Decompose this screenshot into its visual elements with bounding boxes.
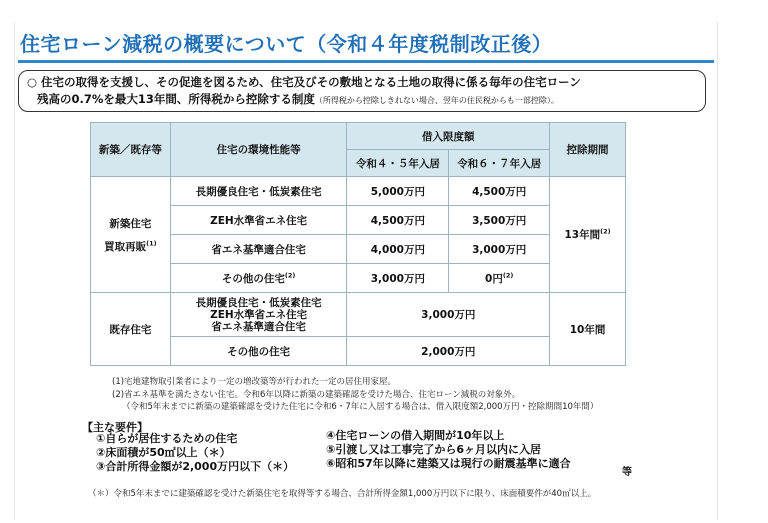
amount-cell: 3,000万円 (449, 235, 550, 264)
period-new-text: 13年間 (564, 229, 601, 241)
table-header-row-1 (91, 123, 626, 150)
summary-line-2-small: （所得税から控除しきれない場合、翌年の住民税からも一部控除）。 (314, 96, 559, 105)
amount-cell: 5,000万円 (347, 177, 449, 206)
header-period: 控除期間 (550, 123, 626, 177)
type-cell (170, 264, 347, 293)
summary-line-2-main: 残高の0.7%を最大13年間、所得税から控除する制度 (37, 92, 315, 106)
summary-line-2 (27, 91, 697, 109)
amount-cell: 4,000万円 (347, 235, 449, 264)
amount-zero-footnote: (2) (502, 271, 514, 279)
period-existing: 10年間 (550, 293, 626, 366)
amount-cell: 3,500万円 (449, 206, 550, 235)
footnote: （＊）令和5年末までに建築確認を受けた新築住宅を取得等する場合、合計所得金額1,000万円以下に限り、床面積要件が40㎡以上。 (88, 489, 597, 499)
page-title: 住宅ローン減税の概要について（令和４年度税制改正後） (20, 32, 553, 56)
amount-zero-text: 0円 (485, 272, 503, 285)
table-row (91, 337, 626, 366)
amount-cell: 4,500万円 (347, 206, 449, 235)
period-new-footnote: (2) (600, 227, 611, 236)
header-limit-r67: 令和６・７年入居 (449, 150, 550, 177)
header-limit: 借入限度額 (347, 123, 550, 150)
group-new-line2-wrap (91, 239, 170, 254)
header-category: 新築／既存等 (91, 123, 171, 177)
requirements-heading: 【主な要件】 (82, 421, 148, 434)
header-performance: 住宅の環境性能等 (170, 123, 347, 177)
existing-type-line3: 省エネ基準適合住宅 (211, 320, 306, 333)
type-cell: ZEH水準省エネ住宅 (170, 206, 347, 235)
group-new-footnote: (1) (146, 239, 157, 247)
existing-type-line2: ZEH水準省エネ住宅 (210, 308, 308, 321)
table-row (91, 206, 626, 235)
type-other-text: その他の住宅 (221, 272, 285, 285)
requirement-item: ②床面積が50㎡以上（＊） (96, 446, 231, 459)
period-new (550, 177, 626, 293)
requirements-left (96, 432, 294, 474)
type-cell: その他の住宅 (170, 337, 347, 366)
summary-line-1: ○ 住宅の取得を支援し、その促進を図るため、住宅及びその敷地となる土地の取得に係る毎年の住宅ローン (27, 75, 581, 89)
note-2: (2)省エネ基準を満たさない住宅。令和6年以降に新築の建築確認を受けた場合、住宅ローン減税の対象外。 (112, 389, 521, 400)
amount-cell: 3,000万円 (347, 293, 550, 337)
type-cell: 省エネ基準適合住宅 (170, 235, 347, 264)
loan-deduction-table (90, 122, 626, 366)
group-existing-housing: 既存住宅 (91, 293, 171, 366)
type-cell-multiline (170, 293, 347, 337)
table-notes (112, 376, 598, 414)
note-1: (1)宅地建物取引業者により一定の増改築等が行われた一定の居住用家屋。 (112, 377, 397, 387)
table-row (91, 293, 626, 337)
existing-type-line1: 長期優良住宅・低炭素住宅 (195, 296, 322, 309)
requirement-item: ⑤引渡し又は工事完了から6ヶ月以内に入居 (326, 443, 541, 456)
type-other-footnote: (2) (284, 271, 296, 279)
table-row (91, 235, 626, 264)
table-row (91, 177, 626, 206)
amount-cell (449, 264, 550, 293)
group-new-line1: 新築住宅 (109, 217, 152, 230)
requirements-etc: 等 (622, 467, 632, 478)
requirement-item: ④住宅ローンの借入期間が10年以上 (326, 429, 505, 442)
title-underline (18, 60, 714, 63)
amount-cell: 3,000万円 (347, 264, 449, 293)
group-new-housing (91, 177, 171, 293)
table-row (91, 264, 626, 293)
group-new-line2: 買取再販 (104, 240, 147, 253)
amount-cell: 4,500万円 (449, 177, 550, 206)
summary-box (18, 70, 706, 112)
requirement-item: ①自らが居住するための住宅 (96, 432, 238, 445)
amount-cell: 2,000万円 (347, 337, 550, 366)
note-2b: （令和5年末までに新築の建築確認を受けた住宅に令和6・7年に入居する場合は、借入限度額2,000万円・控除期間10年間） (122, 402, 599, 412)
requirement-item: ⑥昭和57年以降に建築又は現行の耐震基準に適合 (326, 457, 571, 470)
requirements-right (326, 429, 571, 471)
type-cell: 長期優良住宅・低炭素住宅 (170, 177, 347, 206)
header-limit-r45: 令和４・５年入居 (347, 150, 449, 177)
requirement-item: ③合計所得金額が2,000万円以下（＊） (96, 460, 295, 473)
